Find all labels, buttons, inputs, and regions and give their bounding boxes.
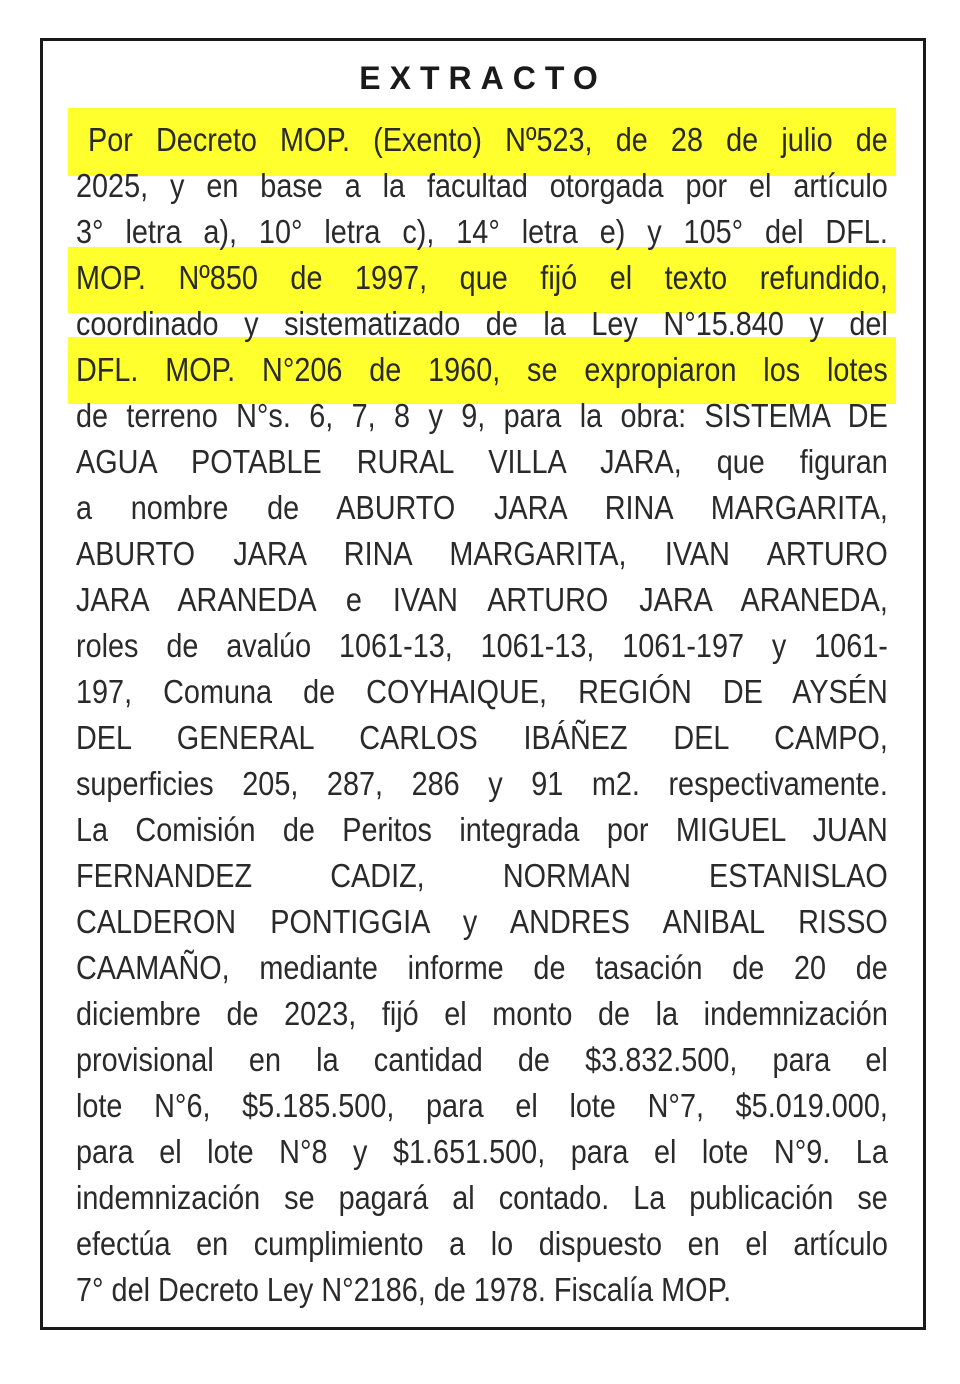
- body-line: indemnización se pagará al contado. La publicación se: [76, 1180, 888, 1217]
- body-line: La Comisión de Peritos integrada por MIGUEL JUAN: [76, 812, 888, 849]
- body-line: lote N°6, $5.185.500, para el lote N°7, $5.019.000,: [76, 1088, 888, 1125]
- body-line: 197, Comuna de COYHAIQUE, REGIÓN DE AYSÉN: [76, 674, 888, 711]
- body-line: a nombre de ABURTO JARA RINA MARGARITA,: [76, 490, 888, 527]
- body-line: MOP. Nº850 de 1997, que fijó el texto refundido,: [76, 260, 888, 297]
- body-line: DFL. MOP. N°206 de 1960, se expropiaron los lotes: [76, 352, 888, 389]
- body-line: provisional en la cantidad de $3.832.500, para el: [76, 1042, 888, 1079]
- body-line: Por Decreto MOP. (Exento) Nº523, de 28 de julio de: [88, 122, 888, 159]
- body-line: CAAMAÑO, mediante informe de tasación de 20 de: [76, 950, 888, 987]
- body-line: 2025, y en base a la facultad otorgada por el artículo: [76, 168, 888, 205]
- body-line: FERNANDEZ CADIZ, NORMAN ESTANISLAO: [76, 858, 888, 895]
- body-line: ABURTO JARA RINA MARGARITA, IVAN ARTURO: [76, 536, 888, 573]
- body-line: 3° letra a), 10° letra c), 14° letra e) y 105° del DFL.: [76, 214, 888, 251]
- body-line: efectúa en cumplimiento a lo dispuesto en el artículo: [76, 1226, 888, 1263]
- body-line: de terreno N°s. 6, 7, 8 y 9, para la obra: SISTEMA DE: [76, 398, 888, 435]
- body-line: diciembre de 2023, fijó el monto de la indemnización: [76, 996, 888, 1033]
- body-line: DEL GENERAL CARLOS IBÁÑEZ DEL CAMPO,: [76, 720, 888, 757]
- body-line: superficies 205, 287, 286 y 91 m2. respectivamente.: [76, 766, 888, 803]
- body-line: AGUA POTABLE RURAL VILLA JARA, que figuran: [76, 444, 888, 481]
- body-line: roles de avalúo 1061-13, 1061-13, 1061-197 y 1061-: [76, 628, 888, 665]
- body-line: CALDERON PONTIGGIA y ANDRES ANIBAL RISSO: [76, 904, 888, 941]
- body-line: coordinado y sistematizado de la Ley N°15.840 y del: [76, 306, 888, 343]
- body-line: JARA ARANEDA e IVAN ARTURO JARA ARANEDA,: [76, 582, 888, 619]
- notice-title: EXTRACTO: [359, 60, 607, 96]
- body-line: 7° del Decreto Ley N°2186, de 1978. Fiscalía MOP.: [76, 1272, 732, 1309]
- body-line: para el lote N°8 y $1.651.500, para el lote N°9. La: [76, 1134, 888, 1171]
